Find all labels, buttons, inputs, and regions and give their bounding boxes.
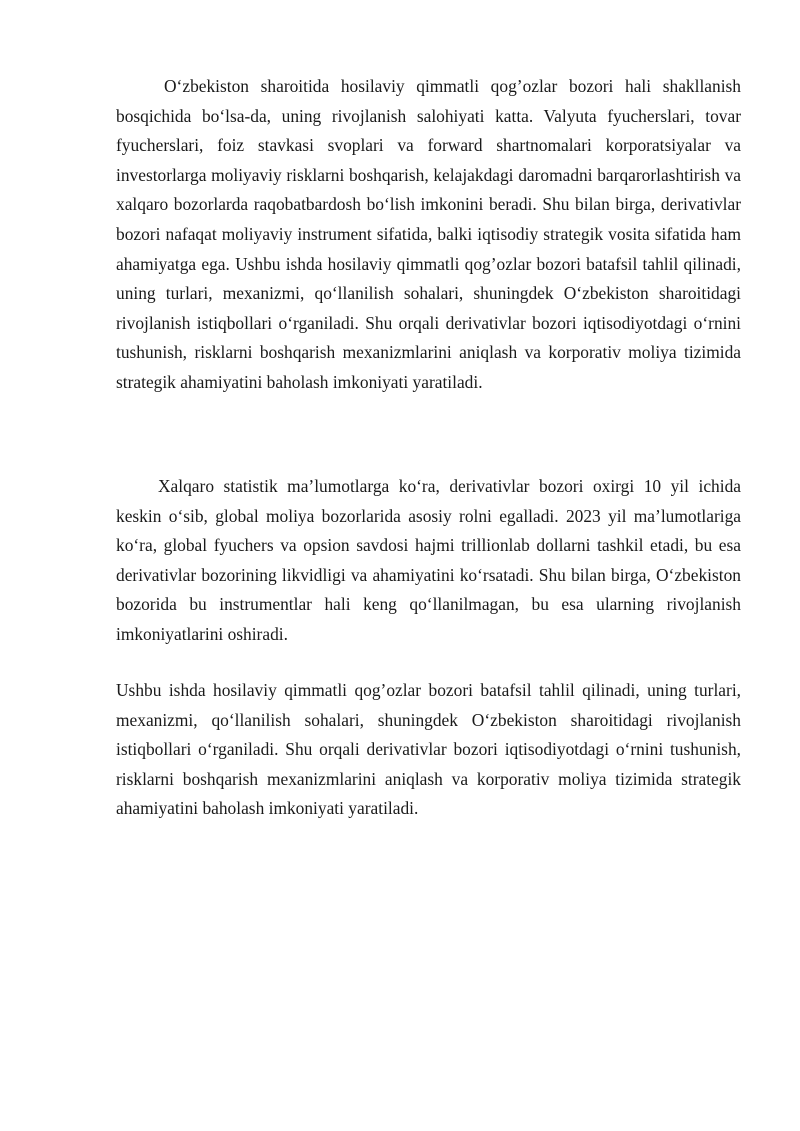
paragraph-statistics: Xalqaro statistik ma’lumotlarga ko‘ra, derivativlar bozori oxirgi 10 yil ichida keskin o‘sib, global moliya bozorlarida asosiy rolni egalladi. 2023 yil ma’lumotlariga ko‘ra, global fyuchers va opsion savdosi hajmi trillionlab dollarni tashkil etadi, bu esa derivativlar bozorining likvidligi va ahamiyatini ko‘rsatadi. Shu bilan birga, O‘zbekiston bozorida bu instrumentlar hali keng qo‘llanilmagan, bu esa ularning rivojlanish imkoniyatlarini oshiradi. xyxy=(116,476,741,644)
paragraph-summary: Ushbu ishda hosilaviy qimmatli qog’ozlar bozori batafsil tahlil qilinadi, uning turlari, mexanizmi, qo‘llanilish sohalari, shuningdek O‘zbekiston sharoitidagi rivojlanish istiqbollari o‘rganiladi. Shu orqali derivativlar bozori iqtisodiyotdagi o‘rnini tushunish, risklarni boshqarish mexanizmlarini aniqlash va korporativ moliya tizimida strategik ahamiyatini baholash imkoniyati yaratiladi. xyxy=(116,680,741,819)
paragraph-intro: O‘zbekiston sharoitida hosilaviy qimmatli qog’ozlar bozori hali shakllanish bosqichida bo‘lsa-da, uning rivojlanish salohiyati katta. Valyuta fyucherslari, tovar fyucherslari, foiz stavkasi svoplari va forward shartnomalari korporatsiyalar va investorlarga moliyaviy risklarni boshqarish, kelajakdagi daromadni barqarorlashtirish va xalqaro bozorlarda raqobatbardosh bo‘lish imkonini beradi. Shu bilan birga, derivativlar bozori nafaqat moliyaviy instrument sifatida, balki iqtisodiy strategik vosita sifatida ham ahamiyatga ega. Ushbu ishda hosilaviy qimmatli qog’ozlar bozori batafsil tahlil qilinadi, uning turlari, mexanizmi, qo‘llanilish sohalari, shuningdek O‘zbekiston sharoitidagi rivojlanish istiqbollari o‘rganiladi. Shu orqali derivativlar bozori iqtisodiyotdagi o‘rnini tushunish, risklarni boshqarish mexanizmlarini aniqlash va korporativ moliya tizimida strategik ahamiyatini baholash imkoniyati yaratiladi. xyxy=(116,76,741,392)
